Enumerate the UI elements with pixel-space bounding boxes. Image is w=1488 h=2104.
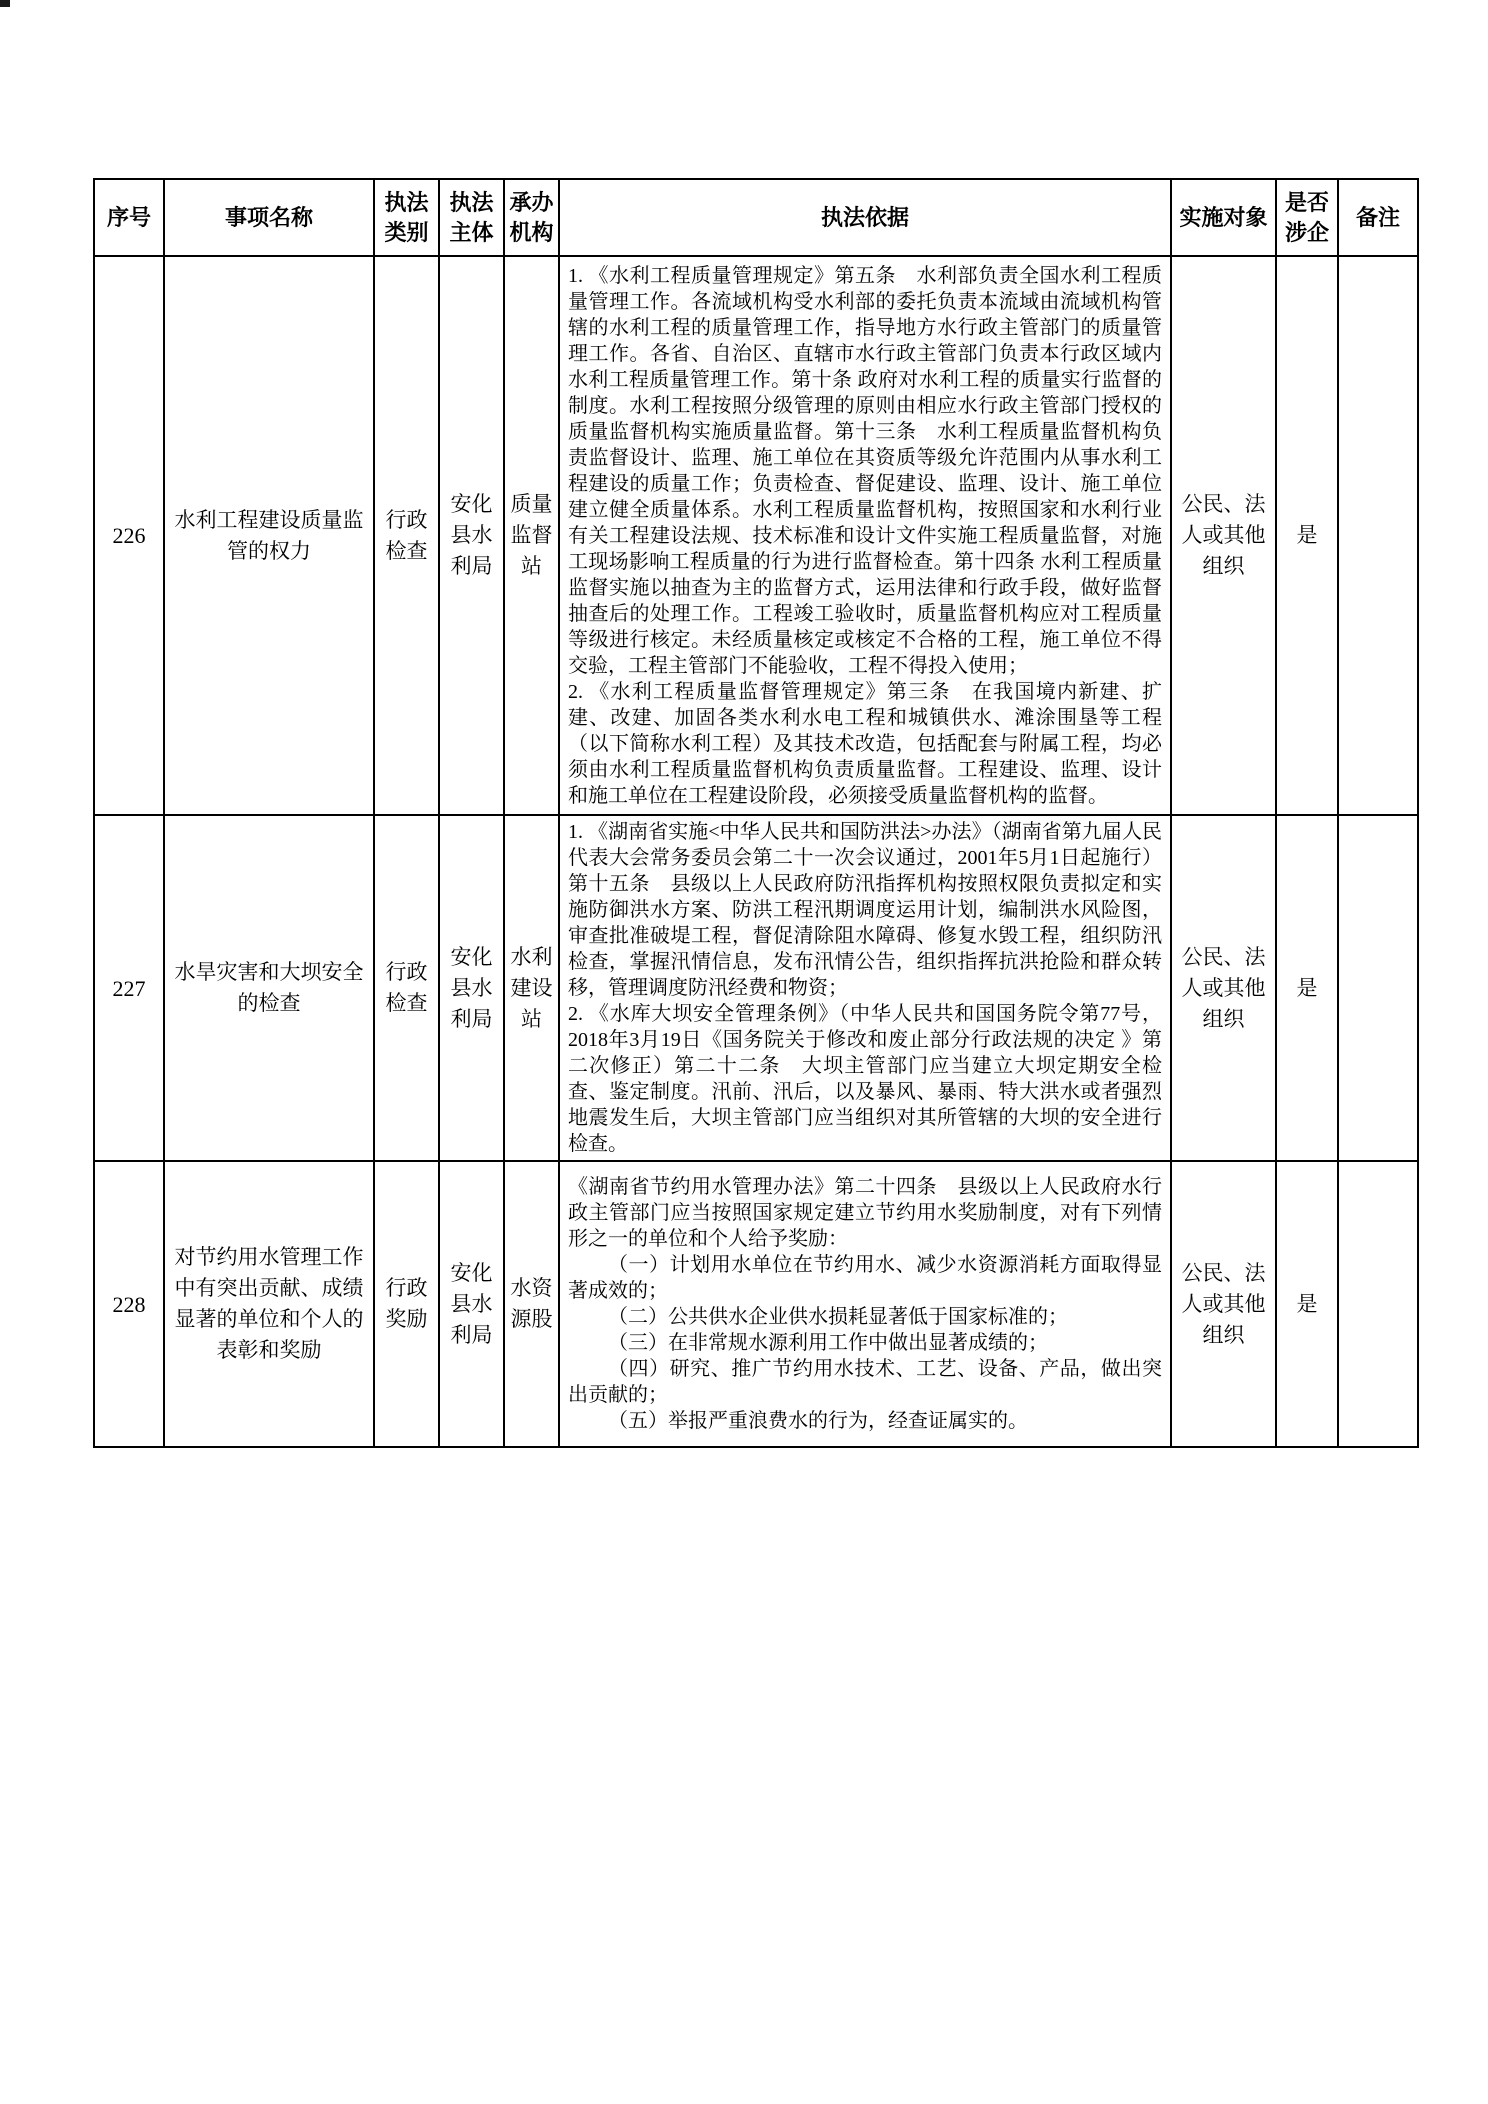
- target-cell: 公民、法人或其他组织: [1171, 815, 1276, 1161]
- basis-paragraph: 《湖南省节约用水管理办法》第二十四条 县级以上人民政府水行政主管部门应当按照国家规定建立节约用水奖励制度，对有下列情形之一的单位和个人给予奖励：: [568, 1176, 1162, 1250]
- subject-cell: 安化县水利局: [439, 1161, 504, 1447]
- basis-paragraph: 2. 《水库大坝安全管理条例》（中华人民共和国国务院令第77号，2018年3月19日《国务院关于修改和废止部分行政法规的决定 》第二次修正）第二十二条 大坝主管部门应当建立大坝定期安全检查、鉴定制度。汛前、汛后，以及暴风、暴雨、特大洪水或者强烈地震发生后，大坝主管部门应当组织对其所管辖的大坝的安全进行检查。: [568, 1003, 1162, 1155]
- category-cell: 行政检查: [374, 815, 439, 1161]
- basis-paragraph: 1. 《湖南省实施<中华人民共和国防洪法>办法》（湖南省第九届人民代表大会常务委员会第二十一次会议通过，2001年5月1日起施行）第十五条 县级以上人民政府防汛指挥机构按照权限负责拟定和实施防御洪水方案、防洪工程汛期调度运用计划，编制洪水风险图，审查批准破堤工程，督促清除阻水障碍、修复水毁工程，组织防汛检查，掌握汛情信息，发布汛情公告，组织指挥抗洪抢险和群众转移，管理调度防汛经费和物资；: [568, 821, 1162, 999]
- col-header-remark: 备注: [1338, 179, 1418, 256]
- basis-paragraph: 2. 《水利工程质量监督管理规定》第三条 在我国境内新建、扩建、改建、加固各类水利水电工程和城镇供水、滩涂围垦等工程（以下简称水利工程）及其技术改造，包括配套与附属工程，均必须由水利工程质量监督机构负责质量监督。工程建设、监理、设计和施工单位在工程建设阶段，必须接受质量监督机构的监督。: [568, 680, 1162, 807]
- involves-enterprise-cell: 是: [1276, 256, 1338, 815]
- col-header-target: 实施对象: [1171, 179, 1276, 256]
- involves-enterprise-cell: 是: [1276, 815, 1338, 1161]
- basis-paragraph: 1. 《水利工程质量管理规定》第五条 水利部负责全国水利工程质量管理工作。各流域机构受水利部的委托负责本流域由流域机构管辖的水利工程的质量管理工作，指导地方水行政主管部门的质量管理工作。各省、自治区、直辖市水行政主管部门负责本行政区域内水利工程质量管理工作。第十条 政府对水利工程的质量实行监督的制度。水利工程按照分级管理的原则由相应水行政主管部门授权的质量监督机构实施质量监督。第十三条 水利工程质量监督机构负责监督设计、监理、施工单位在其资质等级允许范围内从事水利工程建设的质量工作；负责检查、督促建设、监理、设计、施工单位建立健全质量体系。水利工程质量监督机构，按照国家和水利行业有关工程建设法规、技术标准和设计文件实施工程质量监督，对施工现场影响工程质量的行为进行监督检查。第十四条 水利工程质量监督实施以抽查为主的监督方式，运用法律和行政手段，做好监督抽查后的处理工作。工程竣工验收时，质量监督机构应对工程质量等级进行核定。未经质量核定或核定不合格的工程，施工单位不得交验，工程主管部门不能验收，工程不得投入使用；: [568, 264, 1162, 677]
- remark-cell: [1338, 815, 1418, 1161]
- target-cell: 公民、法人或其他组织: [1171, 256, 1276, 815]
- seq-cell: 227: [94, 815, 164, 1161]
- subject-cell: 安化县水利局: [439, 815, 504, 1161]
- remark-cell: [1338, 256, 1418, 815]
- table-header-row: [94, 179, 1418, 256]
- seq-cell: 228: [94, 1161, 164, 1447]
- category-cell: 行政奖励: [374, 1161, 439, 1447]
- category-cell: 行政检查: [374, 256, 439, 815]
- enforcement-items-table: [93, 178, 1419, 1448]
- legal-basis-cell: [559, 1161, 1171, 1447]
- seq-cell: 226: [94, 256, 164, 815]
- col-header-category: 执法类别: [374, 179, 439, 256]
- agency-cell: 水利建设站: [504, 815, 559, 1161]
- subject-cell: 安化县水利局: [439, 256, 504, 815]
- col-header-involves-enterprise: 是否涉企: [1276, 179, 1338, 256]
- item-name-cell: 水旱灾害和大坝安全的检查: [164, 815, 374, 1161]
- target-cell: 公民、法人或其他组织: [1171, 1161, 1276, 1447]
- agency-cell: 水资源股: [504, 1161, 559, 1447]
- col-header-seq: 序号: [94, 179, 164, 256]
- basis-paragraph: （四）研究、推广节约用水技术、工艺、设备、产品，做出突出贡献的；: [568, 1358, 1162, 1406]
- col-header-subject: 执法主体: [439, 179, 504, 256]
- basis-paragraph: （五）举报严重浪费水的行为，经查证属实的。: [608, 1410, 1028, 1432]
- agency-cell: 质量监督站: [504, 256, 559, 815]
- basis-paragraph: （三）在非常规水源利用工作中做出显著成绩的；: [608, 1332, 1048, 1354]
- involves-enterprise-cell: 是: [1276, 1161, 1338, 1447]
- legal-basis-cell: [559, 815, 1171, 1161]
- col-header-item-name: 事项名称: [164, 179, 374, 256]
- item-name-cell: 对节约用水管理工作中有突出贡献、成绩显著的单位和个人的表彰和奖励: [164, 1161, 374, 1447]
- col-header-legal-basis: 执法依据: [559, 179, 1171, 256]
- basis-paragraph: （二）公共供水企业供水损耗显著低于国家标准的；: [608, 1306, 1068, 1328]
- basis-paragraph: （一）计划用水单位在节约用水、减少水资源消耗方面取得显著成效的；: [568, 1254, 1162, 1302]
- scan-artifact-mark: [0, 0, 10, 7]
- table-row-228: [94, 1161, 1418, 1447]
- item-name-cell: 水利工程建设质量监管的权力: [164, 256, 374, 815]
- legal-basis-cell: [559, 256, 1171, 815]
- remark-cell: [1338, 1161, 1418, 1447]
- table-row-226: [94, 256, 1418, 815]
- col-header-agency: 承办机构: [504, 179, 559, 256]
- table-row-227: [94, 815, 1418, 1161]
